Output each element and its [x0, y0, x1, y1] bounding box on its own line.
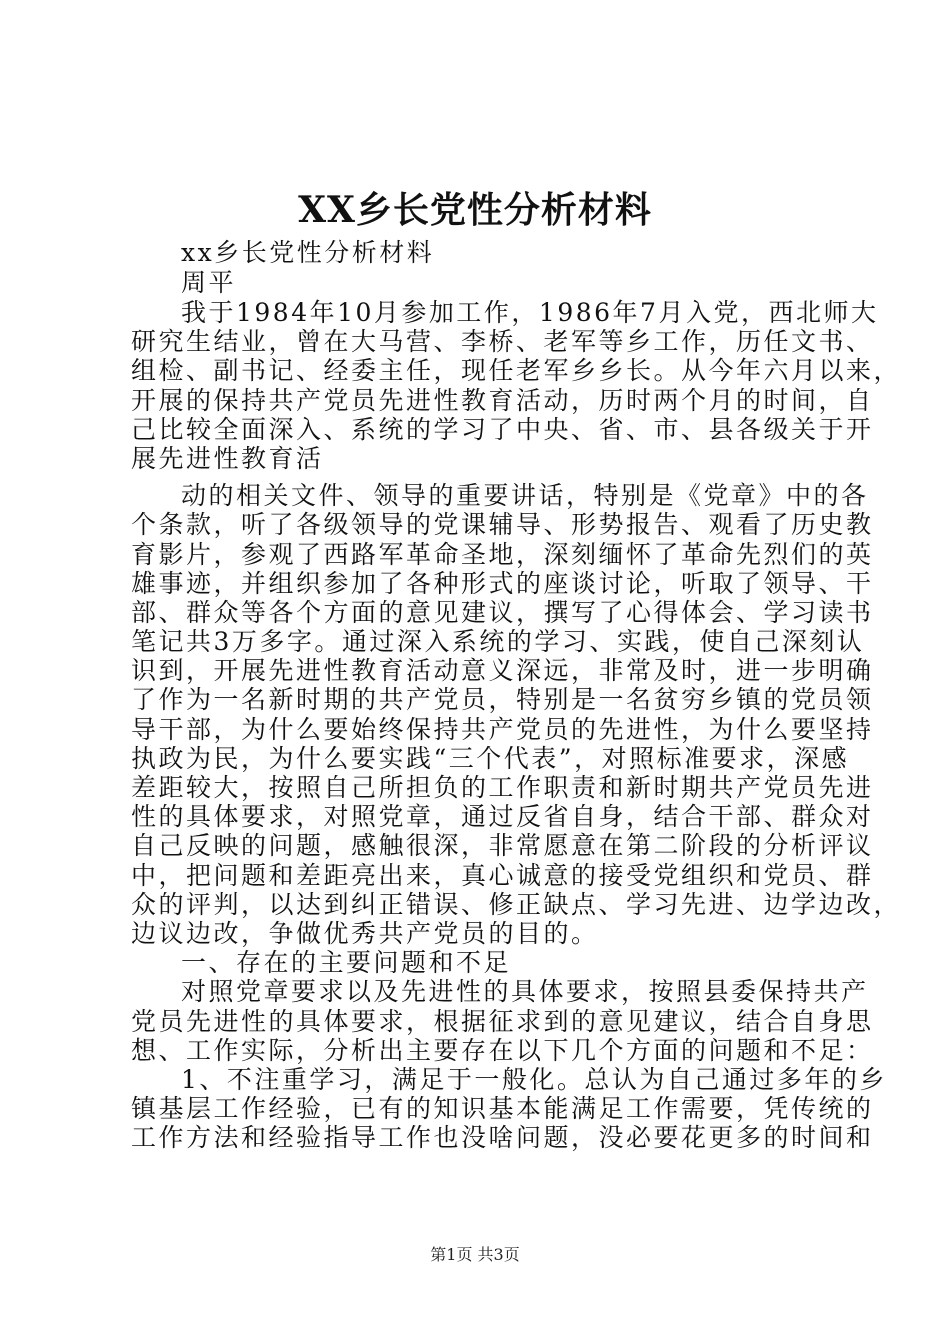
document-author: 周平	[181, 268, 237, 297]
text-line: 中，把问题和差距亮出来，真心诚意的接受党组织和党员、群	[131, 860, 874, 890]
paragraphs	[131, 298, 902, 1153]
text-line: 我于1984年10月参加工作，1986年7月入党，西北师大	[181, 298, 879, 327]
paragraph	[131, 298, 902, 473]
text-line: 差距较大，按照自己所担负的工作职责和新时期共产党员先进	[131, 773, 874, 802]
text-line: 动的相关文件、领导的重要讲话，特别是《党章》中的各	[181, 481, 869, 511]
paragraph	[131, 977, 874, 1065]
document-title: XX乡长党性分析材料	[298, 189, 652, 231]
text-line: 个条款，听了各级领导的党课辅导、形势报告、观看了历史教	[131, 510, 874, 540]
text-line: 导干部，为什么要始终保持共产党员的先进性，为什么要坚持	[131, 714, 874, 744]
text-line: 边议边改，争做优秀共产党员的目的。	[131, 918, 599, 948]
text-line: 对照党章要求以及先进性的具体要求，按照县委保持共产	[181, 977, 869, 1007]
text-line: 己比较全面深入、系统的学习了中央、省、市、县各级关于开	[131, 414, 874, 444]
text-line: 育影片，参观了西路军革命圣地，深刻缅怀了革命先烈们的英	[131, 539, 874, 569]
text-line: 雄事迹，并组织参加了各种形式的座谈讨论，听取了领导、干	[131, 568, 874, 598]
text-line: 识到，开展先进性教育活动意义深远，非常及时，进一步明确	[131, 656, 874, 686]
text-line: 组检、副书记、经委主任，现任老军乡乡长。从今年六月以来，	[131, 356, 902, 386]
text-line: 执政为民，为什么要实践“三个代表”，对照标准要求，深感	[131, 743, 850, 773]
text-line: 性的具体要求，对照党章，通过反省自身，结合干部、群众对	[131, 802, 874, 832]
page-number: 第1页 共3页	[430, 1245, 520, 1264]
paragraph	[131, 1064, 887, 1153]
paragraph	[131, 481, 902, 948]
text-line: 党员先进性的具体要求，根据征求到的意见建议，结合自身思	[131, 1006, 874, 1036]
text-line: 研究生结业，曾在大马营、李桥、老军等乡工作，历任文书、	[131, 327, 874, 357]
text-line: 工作方法和经验指导工作也没啥问题，没必要花更多的时间和	[131, 1123, 874, 1153]
document-subtitle: xx乡长党性分析材料	[181, 238, 435, 267]
text-line: 镇基层工作经验，已有的知识基本能满足工作需要，凭传统的	[131, 1094, 874, 1124]
text-line: 众的评判，以达到纠正错误、修正缺点、学习先进、边学边改，	[131, 889, 902, 919]
text-line: 想、工作实际，分析出主要存在以下几个方面的问题和不足：	[131, 1035, 874, 1065]
text-line: 了作为一名新时期的共产党员，特别是一名贫穷乡镇的党员领	[131, 685, 874, 715]
text-line: 笔记共3万多字。通过深入系统的学习、实践，使自己深刻认	[131, 627, 865, 657]
text-line: 部、群众等各个方面的意见建议，撰写了心得体会、学习读书	[131, 597, 874, 627]
document-body	[131, 238, 902, 1153]
text-line: 1、不注重学习，满足于一般化。总认为自己通过多年的乡	[181, 1064, 887, 1094]
paragraph	[131, 948, 831, 977]
text-line: 展先进性教育活	[131, 443, 324, 473]
text-line: 一、存在的主要问题和不足	[181, 948, 512, 978]
text-line: 自己反映的问题，感触很深，非常愿意在第二阶段的分析评议	[131, 831, 874, 861]
text-line: 开展的保持共产党员先进性教育活动，历时两个月的时间，自	[131, 385, 874, 415]
